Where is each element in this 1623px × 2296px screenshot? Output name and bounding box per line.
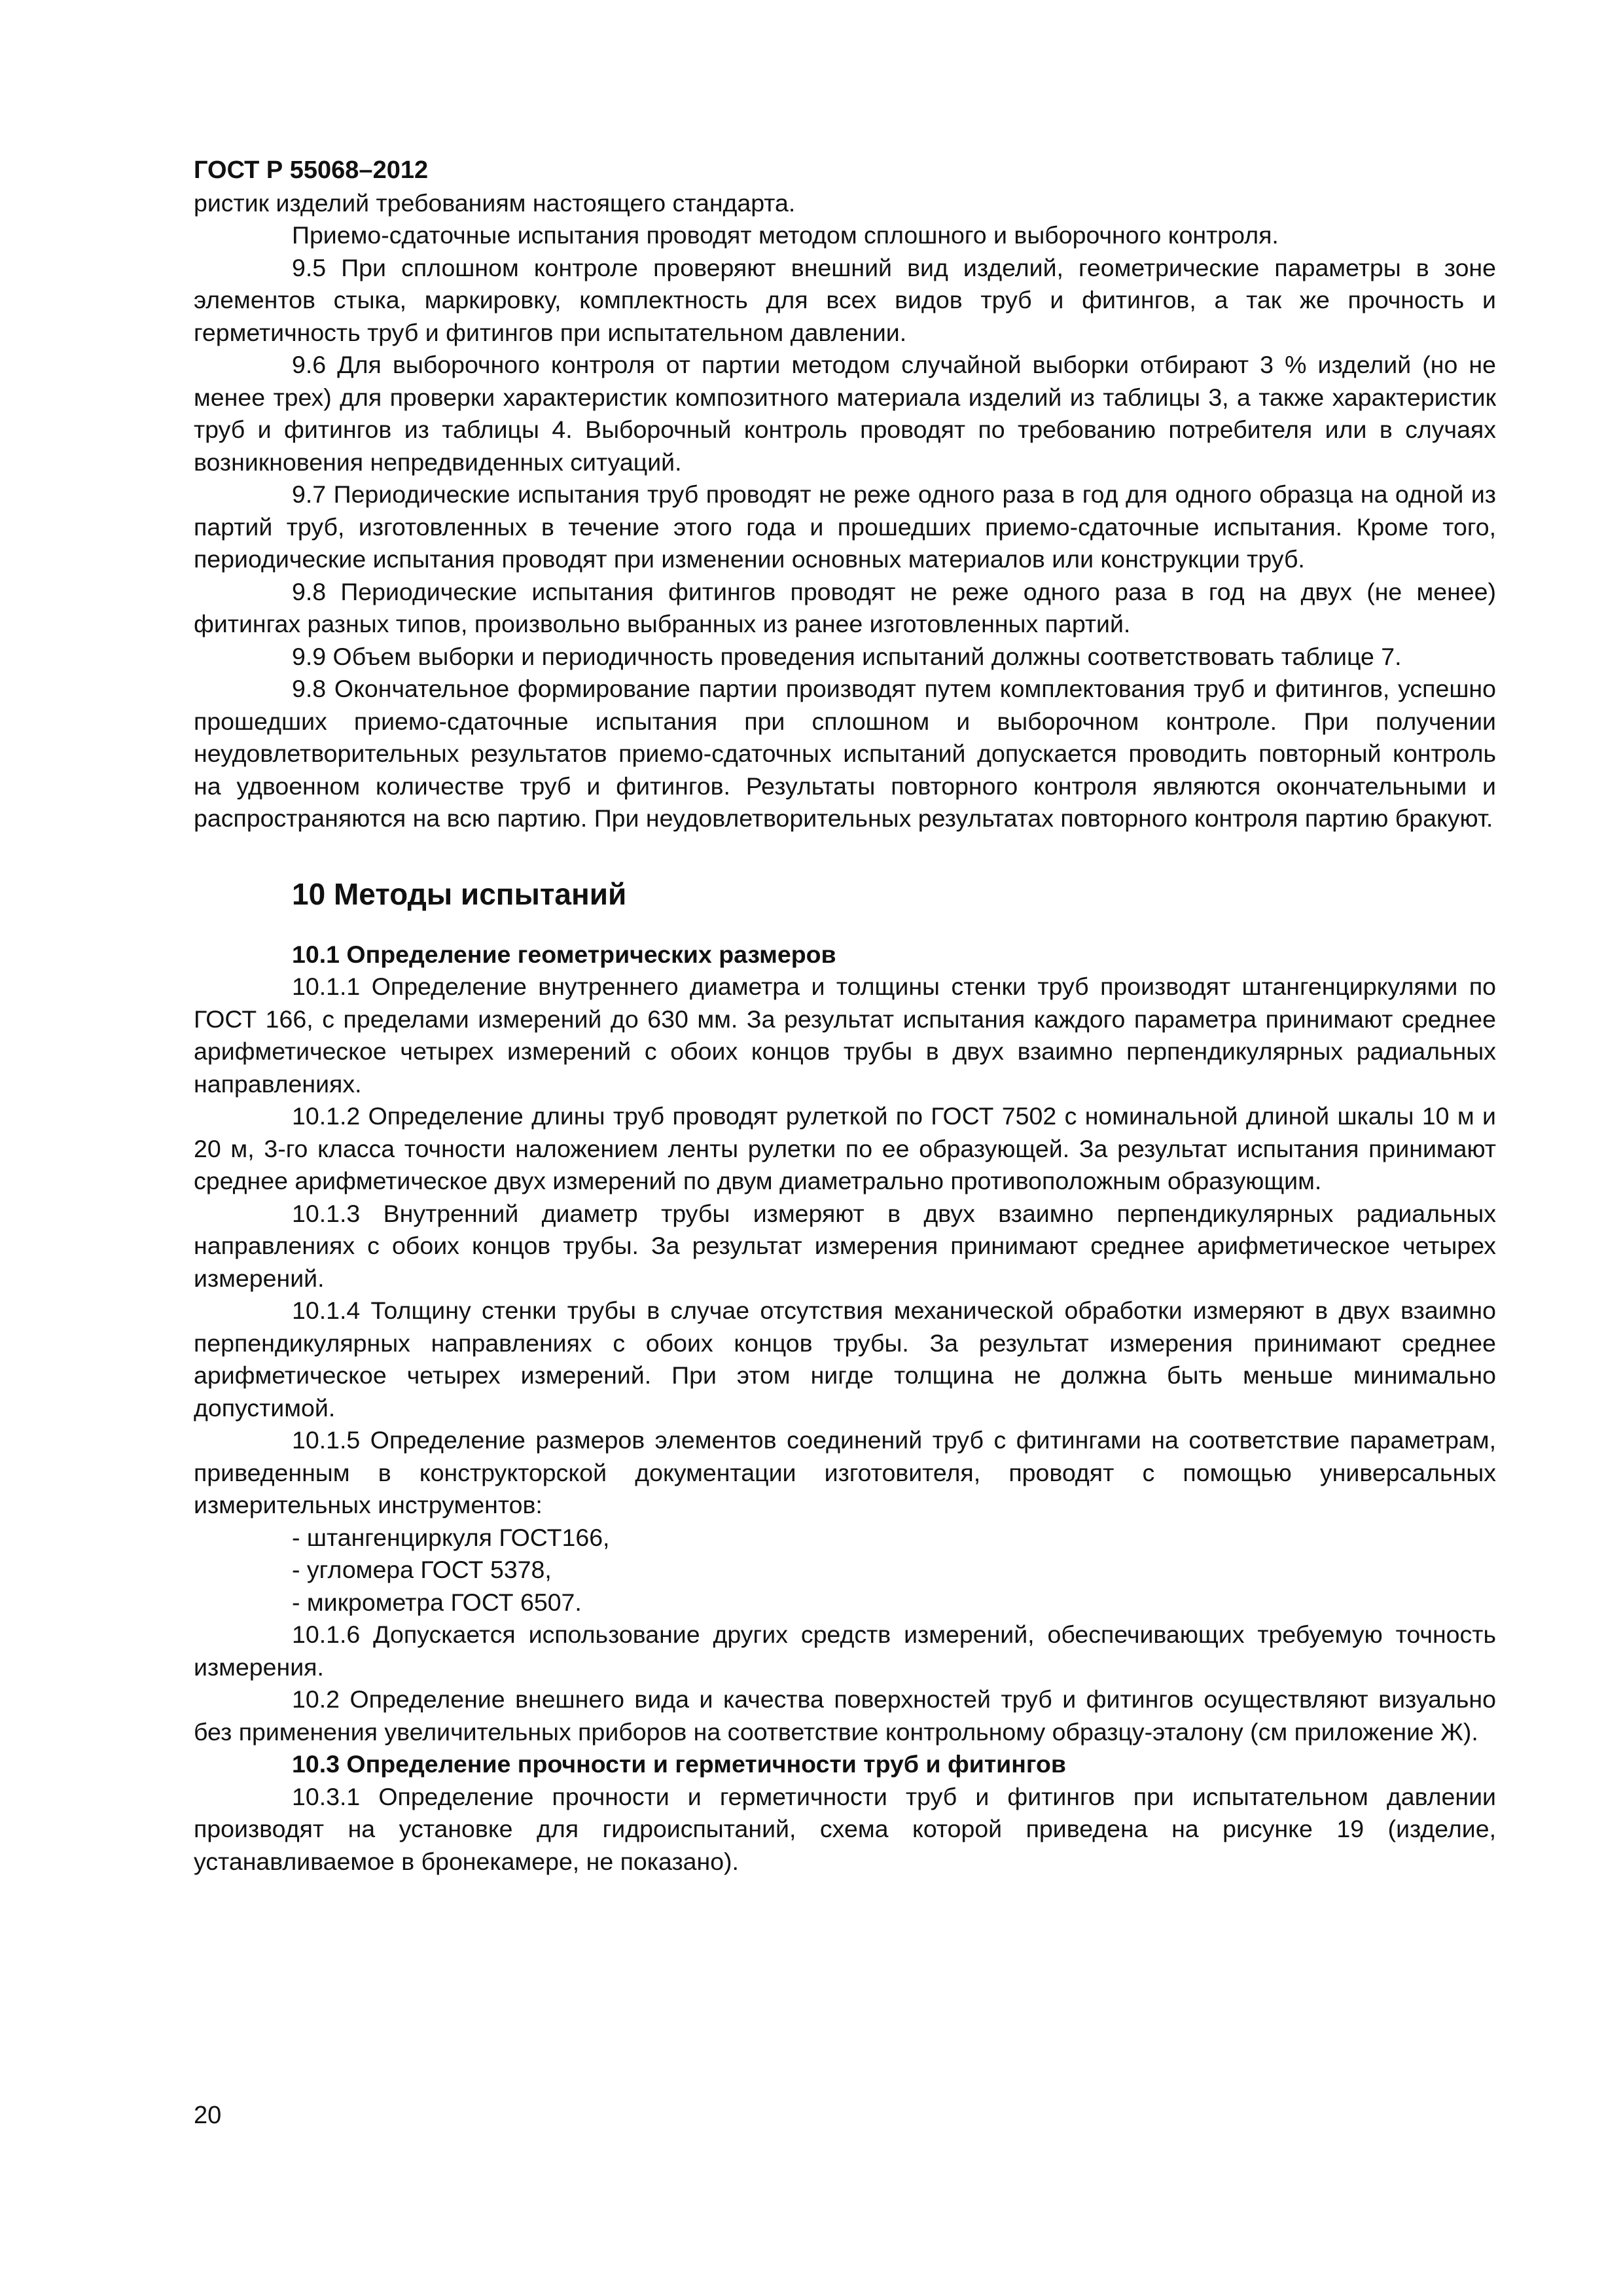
paragraph-10-1-5: 10.1.5 Определение размеров элементов соединений труб с фитингами на соответствие параметрам, приведенным в конструкторской документации изготовителя, проводят с помощью универсальных измерительных инструментов: <box>194 1426 1496 1518</box>
paragraph-9-5: 9.5 При сплошном контроле проверяют внешний вид изделий, геометрические параметры в зоне элементов стыка, маркировку, комплектность для всех видов труб и фитингов, а так же прочность и герметичность труб и фитингов при испытательном давлении. <box>194 253 1496 346</box>
paragraph-10-1-4: 10.1.4 Толщину стенки трубы в случае отсутствия механической обработки измеряют в двух взаимно перпендикулярных направлениях с обоих концов трубы. За результат измерения принимают среднее арифметическое четырех измерений. При этом нигде толщина не должна быть меньше минимально допустимой. <box>194 1297 1496 1422</box>
list-item: - угломера ГОСТ 5378, <box>292 1556 552 1583</box>
paragraph-10-1-1: 10.1.1 Определение внутреннего диаметра и толщины стенки труб производят штангенциркулями по ГОСТ 166, с пределами измерений до 630 мм. За результат испытания каждого параметра принимают среднее арифметическое четырех измерений с обоих концов трубы в двух взаимно перпендикулярных радиальных направлениях. <box>194 973 1496 1098</box>
document-header: ГОСТ Р 55068–2012 <box>194 156 429 184</box>
subsection-title-10-3: 10.3 Определение прочности и герметичности труб и фитингов <box>292 1750 1066 1778</box>
document-page <box>194 154 1496 1878</box>
paragraph: Приемо-сдаточные испытания проводят методом сплошного и выборочного контроля. <box>292 221 1279 249</box>
paragraph-9-7: 9.7 Периодические испытания труб проводят не реже одного раза в год для одного образца на одной из партий труб, изготовленных в течение этого года и прошедших приемо-сдаточные испытания. Кроме того, периодические испытания проводят при изменении основных материалов или конструкции труб. <box>194 480 1496 573</box>
paragraph-9-6: 9.6 Для выборочного контроля от партии методом случайной выборки отбирают 3 % изделий (но не менее трех) для проверки характеристик композитного материала изделий из таблицы 3, а также характеристик труб и фитингов из таблицы 4. Выборочный контроль проводят по требованию потребителя или в случаях возникновения непредвиденных ситуаций. <box>194 351 1496 476</box>
paragraph-10-1-2: 10.1.2 Определение длины труб проводят рулеткой по ГОСТ 7502 с номинальной длиной шкалы 10 м и 20 м, 3-го класса точности наложением ленты рулетки по ее образующей. За результат испытания принимают среднее арифметическое двух измерений по двум диаметрально противоположным образующим. <box>194 1102 1496 1194</box>
paragraph-9-9: 9.9 Объем выборки и периодичность проведения испытаний должны соответствовать таблице 7. <box>292 642 1402 670</box>
paragraph-continuation: ристик изделий требованиям настоящего стандарта. <box>194 188 796 217</box>
list-item: - штангенциркуля ГОСТ166, <box>292 1523 610 1551</box>
paragraph-10-2: 10.2 Определение внешнего вида и качества поверхностей труб и фитингов осуществляют визуально без применения увеличительных приборов на соответствие контрольному образцу-эталону (см приложение Ж). <box>194 1685 1496 1746</box>
section-title: 10 Методы испытаний <box>292 876 627 911</box>
paragraph-9-8-final: 9.8 Окончательное формирование партии производят путем комплектования труб и фитингов, успешно прошедших приемо-сдаточные испытания при сплошном и выборочном контроле. При получении неудовлетворительных результатов приемо-сдаточных испытаний допускается проводить повторный контроль на удвоенном количестве труб и фитингов. Результаты повторного контроля являются окончательными и распространяются на всю партию. При неудовлетворительных результатах повторного контроля партию бракуют. <box>194 675 1496 832</box>
paragraph-10-1-6: 10.1.6 Допускается использование других средств измерений, обеспечивающих требуемую точность измерения. <box>194 1621 1496 1681</box>
paragraph-10-1-3: 10.1.3 Внутренний диаметр трубы измеряют в двух взаимно перпендикулярных радиальных направлениях с обоих концов трубы. За результат измерения принимают среднее арифметическое четырех измерений. <box>194 1199 1496 1292</box>
paragraph-9-8: 9.8 Периодические испытания фитингов проводят не реже одного раза в год на двух (не менее) фитингах разных типов, произвольно выбранных из ранее изготовленных партий. <box>194 577 1496 637</box>
page-number: 20 <box>194 2102 222 2129</box>
list-item: - микрометра ГОСТ 6507. <box>292 1588 582 1616</box>
subsection-title-10-1: 10.1 Определение геометрических размеров <box>292 940 836 968</box>
paragraph-10-3-1: 10.3.1 Определение прочности и герметичности труб и фитингов при испытательном давлении производят на установке для гидроиспытаний, схема которой приведена на рисунке 19 (изделие, устанавливаемое в бронекамере, не показано). <box>194 1782 1496 1875</box>
